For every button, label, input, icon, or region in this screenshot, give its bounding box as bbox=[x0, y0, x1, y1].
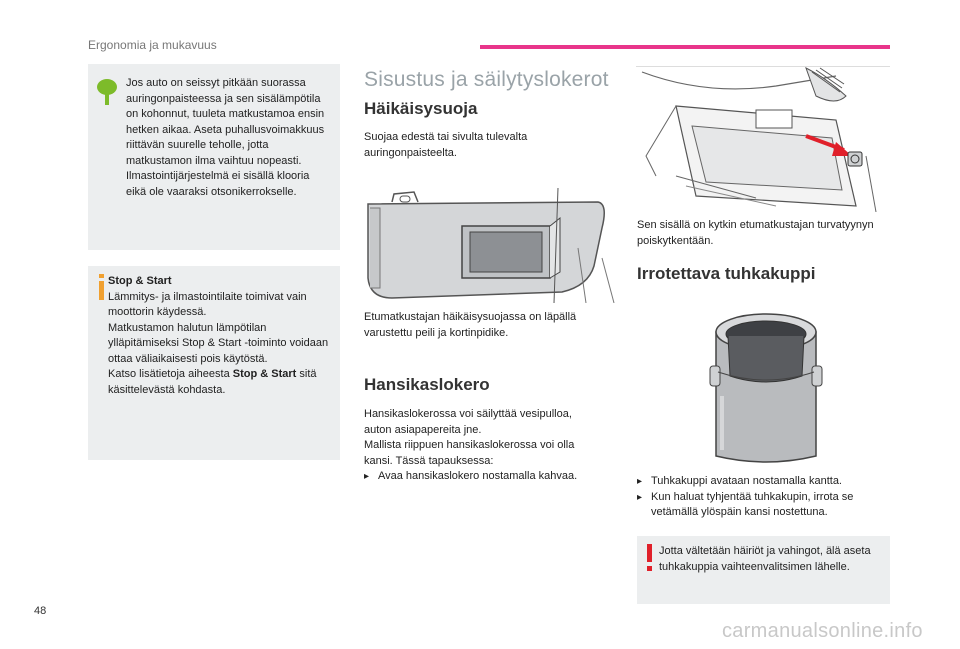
section-accent-bar bbox=[480, 45, 890, 49]
info-line-1: Lämmitys- ja ilmastointilaite toimivat vain moottorin käydessä. bbox=[108, 290, 307, 318]
ashtray-title: Irrotettava tuhkakuppi bbox=[637, 264, 816, 283]
info-line-3: Katso lisätietoja aiheesta Stop & Start sitä käsittelevästä kohdasta. bbox=[108, 368, 317, 396]
section-header: Ergonomia ja mukavuus bbox=[88, 38, 217, 52]
info-box bbox=[88, 266, 340, 460]
info-title: Stop & Start bbox=[108, 275, 172, 287]
info-text bbox=[108, 274, 336, 398]
ashtray-bullet-2: ▸ Kun haluat tyhjentää tuhkakupin, irrota se vetämällä ylöspäin kansi nostettuna. bbox=[637, 490, 887, 521]
info-line-2: Matkustamon halutun lämpötilan ylläpitämiseksi Stop & Start -toiminto voidaan ottaa väliaikaisesti pois käytöstä. bbox=[108, 321, 329, 365]
glovebox-caption: Sen sisällä on kytkin etumatkustajan turvatyynyn poiskytkentään. bbox=[637, 219, 874, 247]
glovebox-title: Hansikaslokero bbox=[364, 375, 490, 394]
ashtray-illustration bbox=[706, 306, 826, 466]
arrow-bullet-icon: ▸ bbox=[637, 491, 643, 503]
ashtray-instructions bbox=[637, 474, 887, 521]
visor-title: Häikäisysuoja bbox=[364, 99, 478, 118]
leaf-icon bbox=[96, 78, 118, 106]
arrow-bullet-icon: ▸ bbox=[637, 476, 643, 487]
glovebox-illustration bbox=[636, 66, 890, 212]
exclamation-icon bbox=[645, 544, 655, 572]
glovebox-text-1: Hansikaslokerossa voi säilyttää vesipulloa, auton asiapapereita jne. bbox=[364, 408, 572, 436]
sun-visor-illustration bbox=[362, 188, 616, 303]
arrow-bullet-icon: ▸ bbox=[364, 471, 370, 482]
page-number: 48 bbox=[34, 605, 47, 617]
eco-tip-box bbox=[88, 64, 340, 250]
eco-tip-text: Jos auto on seissyt pitkään suorassa auringonpaisteessa ja sen sisälämpötila on kohonnut, tuuleta matkustamoa ensin hetken aikaa. Aseta puhallusvoimakkuus riittävän suurelle teholle, jotta matkustamon ilma vaihtuu nopeasti. Ilmastointijärjestelmä ei sisällä klooria eikä ole vaaraksi otsonikerrokselle. bbox=[126, 77, 325, 198]
visor-text: Suojaa edestä tai sivulta tulevalta auringonpaisteelta. bbox=[364, 131, 528, 159]
glovebox-text-2: Mallista riippuen hansikaslokerossa voi olla kansi. Tässä tapauksessa: bbox=[364, 439, 575, 467]
main-title: Sisustus ja säilytyslokerot bbox=[364, 68, 609, 91]
warning-box bbox=[637, 536, 890, 604]
visor-caption: Etumatkustajan häikäisysuojassa on läpällä varustettu peili ja kortinpidike. bbox=[364, 311, 577, 339]
glovebox-text bbox=[364, 407, 600, 485]
glovebox-bullet: ▸ Avaa hansikaslokero nostamalla kahvaa. bbox=[364, 469, 600, 485]
watermark: carmanualsonline.info bbox=[722, 620, 923, 642]
info-icon bbox=[96, 274, 108, 300]
warning-text: Jotta vältetään häiriöt ja vahingot, älä aseta tuhkakuppia vaihteenvalitsimen lähelle. bbox=[659, 545, 871, 573]
ashtray-bullet-1: ▸ Tuhkakuppi avataan nostamalla kantta. bbox=[637, 474, 887, 490]
